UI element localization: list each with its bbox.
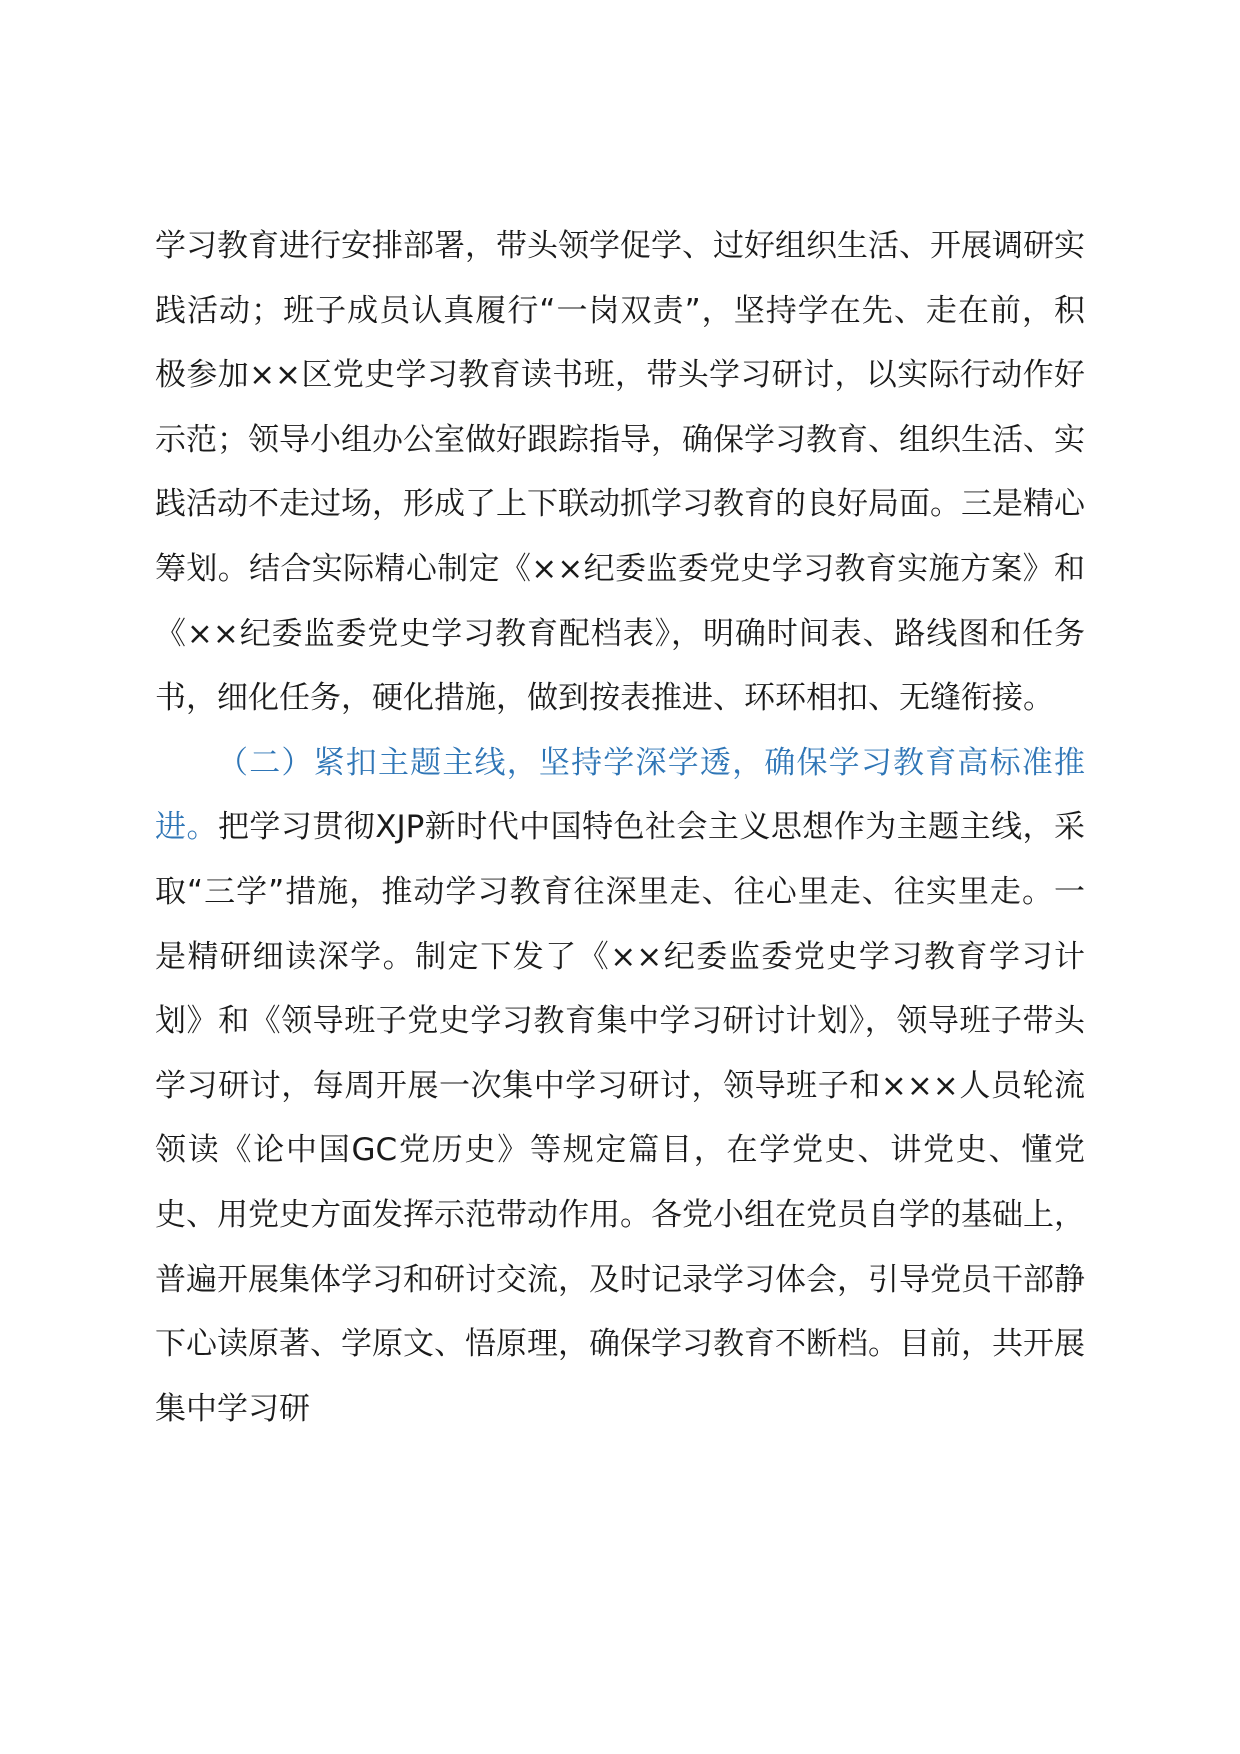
paragraph-continuation — [155, 214, 1085, 731]
paragraph-2-text: 把学习贯彻XJP新时代中国特色社会主义思想作为主题主线，采取“三学”措施，推动学习教育往深里走、往心里走、往实里走。一是精研细读深学。制定下发了《××纪委监委党史学习教育学习计划》和《领导班子党史学习教育集中学习研讨计划》，领导班子带头学习研讨，每周开展一次集中学习研讨，领导班子和×××人员轮流领读《论中国GC党历史》等规定篇目，在学党史、讲党史、懂党史、用党史方面发挥示范带动作用。各党小组在党员自学的基础上，普遍开展集体学习和研讨交流，及时记录学习体会，引导党员干部静下心读原著、学原文、悟原理，确保学习教育不断档。目前，共开展集中学习研 — [155, 809, 1086, 1427]
paragraph-1-text: 学习教育进行安排部署，带头领学促学、过好组织生活、开展调研实践活动；班子成员认真履行“一岗双责”，坚持学在先、走在前，积极参加××区党史学习教育读书班，带头学习研讨，以实际行动作好示范；领导小组办公室做好跟踪指导，确保学习教育、组织生活、实践活动不走过场，形成了上下联动抓学习教育的良好局面。三是精心筹划。结合实际精心制定《××纪委监委党史学习教育实施方案》和《××纪委监委党史学习教育配档表》，明确时间表、路线图和任务书，细化任务，硬化措施，做到按表推进、环环相扣、无缝衔接。 — [155, 228, 1085, 717]
section-heading: （二）紧扣主题主线，坚持学深学透，确保学习教育高标准推进。 — [155, 744, 1085, 846]
paragraph-section-two — [155, 731, 1085, 1442]
document-body — [155, 214, 1085, 1441]
